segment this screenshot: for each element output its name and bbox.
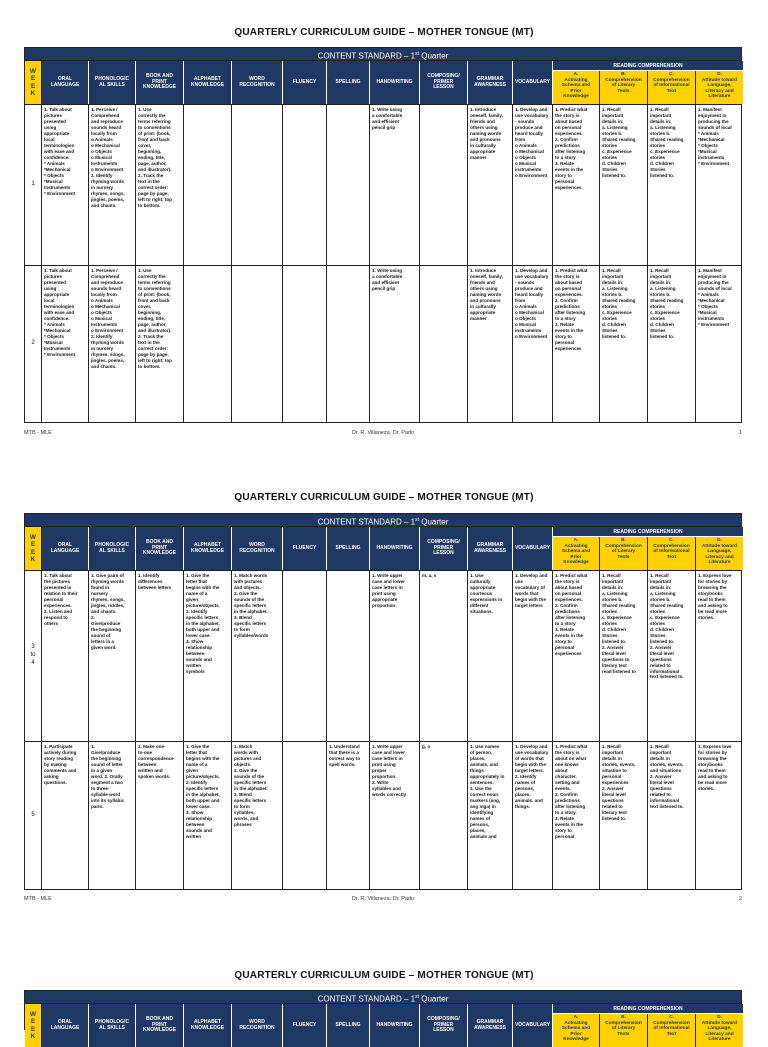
header-phono: PHONOLOGIC AL SKILLS (89, 1004, 136, 1047)
header-phono: PHONOLOGIC AL SKILLS (89, 527, 136, 570)
cell-week: 2 (25, 266, 42, 422)
cell-word (232, 266, 283, 422)
header-reading-comprehension: READING COMPREHENSION (553, 527, 743, 537)
header-rc-b: B. Comprehension of Literary Texts (600, 537, 648, 570)
page-2-title: QUARTERLY CURRICULUM GUIDE – MOTHER TONGUE (MT) (234, 492, 534, 503)
header-book: BOOK AND PRINT KNOWLEDGE (136, 1004, 184, 1047)
cell-phono: 1. Give pairs of rhyming words found in nursery rhymes, songs, jingles, riddles, and chants. 2. Give/produce the beginning sound of letters in a given word. (89, 571, 136, 741)
page-number: 1 (738, 430, 742, 436)
header-rc-b: B. Comprehension of Literary Texts (600, 71, 648, 104)
cell-rc-d: 1. Manifest enjoyment in producing the sounds of local * Animals *Mechanical * Objects *Musical instruments * Environment (698, 107, 732, 166)
footer-left: MTB - MLE (24, 896, 52, 902)
header-week: W E E K (25, 527, 42, 570)
header-word: WORD RECOGNITION (232, 1004, 283, 1047)
header-rc-c: C. Comprehension of Informational Text (648, 71, 696, 104)
cell-book: 1. Identify differences between letters (136, 571, 184, 741)
cell-book: 1. Use correctly the terms referring to conventions of print: (book, front and back cover, beginning, ending, title, page, author, and illustrator). 2. Track the text in the correct order: page by page, left to right; top to bottom. (136, 266, 184, 422)
header-rc-a: A. Activating Schema and Prior Knowledge (553, 537, 600, 570)
cell-spelling (327, 266, 370, 422)
cell-alpha (184, 105, 232, 265)
cell-vocab: 1. Develop and use vocabulary of words that begin with the target letters. 2. Identify names of persons, places, animals, and things. (513, 742, 553, 889)
content-standard-bar (25, 48, 741, 60)
cell-rc-d: 1. Manifest enjoyment in producing the sounds of local * Animals *Mechanical * Objects *Musical instruments * Environment (698, 268, 732, 327)
cell-week: 3 to 4 (25, 571, 42, 741)
cell-oral: 1. Talk about the pictures presented in relation to their personal experiences. 2. Listen and respond to others (42, 571, 89, 741)
cell-vocab: 1. Develop and use vocabulary of words that begin with the target letters (513, 571, 553, 741)
cell-rc-c: 1. Recall important details in: a. Listening stories b. Shared reading stories c. Experience stories d. Children Stories listened to. 2. Answer literal level questions related to informational text listened to. (648, 571, 696, 741)
header-rc-a: A. Activating Schema and Prior Knowledge (553, 1014, 600, 1047)
header-alpha: ALPHABET KNOWLEDGE (184, 527, 232, 570)
content-standard-sup: st (415, 994, 420, 1000)
cell-rc-d: 1. Express love for stories by browsing the storybooks read to them and asking to be read more stories. (698, 744, 732, 791)
header-grammar: GRAMMAR AWARENESS (468, 527, 513, 570)
header-oral: ORAL LANGUAGE (42, 527, 89, 570)
header-grammar: GRAMMAR AWARENESS (468, 61, 513, 104)
cell-spelling (327, 571, 370, 741)
header-row (25, 526, 741, 570)
page-1-title: QUARTERLY CURRICULUM GUIDE – MOTHER TONGUE (MT) (234, 27, 534, 38)
content-standard-text: CONTENT STANDARD – 1 (317, 994, 416, 1004)
header-oral: ORAL LANGUAGE (42, 1004, 89, 1047)
cell-rc-a: 1. Predict what the story is about based on personal experiences. 2. Confirm predictions after listening to a story 3. Relate events in the story to personal experiences (553, 571, 600, 741)
cell-rc-d: 1. Express love for stories by browsing the storybooks read to them and asking to be read more stories. (698, 573, 732, 620)
content-standard-sup: st (415, 517, 420, 523)
cell-rc-a: 1. Predict what the story is about on what one knows about character, setting and events. 2. Confirm predictions after listening to a story. 3. Relate events in the story to personal (553, 742, 600, 889)
content-standard-tail: Quarter (419, 994, 449, 1004)
header-row (25, 1003, 741, 1047)
cell-oral: 1. Talk about pictures presented using appropriate local terminologies with ease and confidence. * Animals *Mechanical * Objects *Musical Instruments * Environment (42, 105, 89, 265)
cell-fluency (283, 105, 327, 265)
cell-rc-c: 1. Recall important details in: a. Listening stories b. Shared reading stories c. Experience stories d. Children Stories listened to. (648, 105, 696, 265)
header-composing: COMPOSING/ PRIMER LESSON (420, 1004, 468, 1047)
cell-rc-a: 1. Predict what the story is about based on personal experiences. 2. Confirm predictions after listening to a story 3. Relate events in the story to personal experiences (553, 105, 600, 265)
cell-week: 5 (25, 742, 42, 889)
cell-spelling: 1. Understand that there is a correct way to spell words. (327, 742, 370, 889)
cell-oral: 1. Talk about pictures presented using appropriate local terminologies with ease and confidence. * Animals *Mechanical * Objects *Musical Instruments * Environment (42, 266, 89, 422)
header-book: BOOK AND PRINT KNOWLEDGE (136, 61, 184, 104)
cell-grammar: 1. Use culturally appropriate courteous expressions in different situations. (468, 571, 513, 741)
cell-composing: m, a, s (420, 571, 468, 741)
header-word: WORD RECOGNITION (232, 527, 283, 570)
header-phono: PHONOLOGIC AL SKILLS (89, 61, 136, 104)
cell-rc-c: 1. Recall important details in: a. Listening stories b. Shared reading stories c. Experience stories d. Children Stories listened to. (648, 266, 696, 422)
header-oral: ORAL LANGUAGE (42, 61, 89, 104)
cell-book: 1. Use correctly the terms referring to conventions of print: (book, front and back cover, beginning, ending, title, page, author, and illustrator). 2. Track the text in the correct order: page by page, left to right; top to bottom. (136, 105, 184, 265)
cell-week: 1 (25, 105, 42, 265)
cell-oral: 1. Participate actively during story reading by making comments and asking questions. (42, 742, 89, 889)
cell-handwriting: 1. Write upper case and lower case letters in print using appropriate proportion. (370, 571, 420, 741)
header-rc-b: B. Comprehension of Literary Texts (600, 1014, 648, 1047)
header-rc-a: A. Activating Schema and Prior Knowledge (553, 71, 600, 104)
cell-composing (420, 266, 468, 422)
header-spelling: SPELLING (327, 61, 370, 104)
header-week: W E E K (25, 1004, 42, 1047)
content-standard-text: CONTENT STANDARD – 1 (317, 517, 416, 527)
footer-authors: Dr. R. Villaneza, Dr. Pado (351, 896, 415, 902)
cell-handwriting: 1. Write using a comfortable and efficient pencil grip (370, 105, 420, 265)
header-rc-c: C. Comprehension of Informational Text (648, 1014, 696, 1047)
header-word: WORD RECOGNITION (232, 61, 283, 104)
cell-composing: g, o (420, 742, 468, 889)
header-week: W E E K (25, 61, 42, 104)
cell-word: 1. Match words with pictures and objects. 2. Give the sounds of the specific letters in the alphabet. 3. Blend specific letters to form syllables/words (232, 571, 283, 741)
page-3-title: QUARTERLY CURRICULUM GUIDE – MOTHER TONGUE (MT) (234, 970, 534, 981)
cell-fluency (283, 742, 327, 889)
page-2-table (24, 513, 742, 890)
cell-alpha: 1. Give the letter that begins with the name of a given picture/objects. 2. Identify specific letters in the alphabet, both upper and lower case. 3. Show relationship between sounds and written symbols (184, 571, 232, 741)
cell-alpha (184, 266, 232, 422)
header-spelling: SPELLING (327, 527, 370, 570)
header-grammar: GRAMMAR AWARENESS (468, 1004, 513, 1047)
cell-spelling (327, 105, 370, 265)
cell-rc-b: 1. Recall important details in: a. Listening stories b. Shared reading stories c. Experience stories d. Children Stories listened to. (600, 266, 648, 422)
header-reading-comprehension: READING COMPREHENSION (553, 1004, 743, 1014)
table-row (25, 570, 741, 741)
content-standard-sup: st (415, 51, 420, 57)
cell-grammar: 1. Introduce oneself, family, friends and others using naming words and pronouns in culturally appropriate manner (468, 105, 513, 265)
header-book: BOOK AND PRINT KNOWLEDGE (136, 527, 184, 570)
content-standard-text: CONTENT STANDARD – 1 (317, 51, 416, 61)
header-composing: COMPOSING/ PRIMER LESSON (420, 61, 468, 104)
header-fluency: FLUENCY (283, 527, 327, 570)
cell-phono: 1. Perceive / Comprehend and reproduce sounds heard locally from o Animals o Mechanical o Objects o Musical Instruments o Environment 2. Identify rhyming words in nursery rhymes, songs, jingles, poems, and chants. (89, 266, 136, 422)
cell-handwriting: 1. Write using a comfortable and efficient pencil grip (370, 266, 420, 422)
cell-phono: 1. Give/produce the beginning sound of letter in a given word. 2. Orally segment a two to three- syllable word into its syllabic parts. (89, 742, 136, 889)
cell-grammar: 1. Use names of person, places, animals, and things appropriately in sentences. 2. Use the correct noun markers (ang, ang mga) in identifying names of persons, places, animals and (468, 742, 513, 889)
cell-rc-b: 1. Recall important details in: a. Listening stories b. Shared reading stories c. Experience stories d. Children Stories listened to. 2. Answer literal level questions to literary text read listened to (600, 571, 648, 741)
header-vocab: VOCABULARY (513, 61, 553, 104)
header-rc-c: C. Comprehension of Informational Text (648, 537, 696, 570)
table-row (25, 741, 741, 889)
cell-fluency (283, 571, 327, 741)
header-alpha: ALPHABET KNOWLEDGE (184, 1004, 232, 1047)
cell-word: 1. Match words with pictures and objects. 2. Give the sounds of the specific letters in the alphabet. 3. Blend specific letters to form syllables, words, and phrases (232, 742, 283, 889)
header-alpha: ALPHABET KNOWLEDGE (184, 61, 232, 104)
cell-vocab: 1. Develop and use vocabulary - sounds produce and heard locally from o Animals o Mechanical o Objects o Musical instruments o Environment (513, 105, 553, 265)
cell-book: 1. Make one- to-one correspondence between written and spoken words. (136, 742, 184, 889)
header-vocab: VOCABULARY (513, 1004, 553, 1047)
header-composing: COMPOSING/ PRIMER LESSON (420, 527, 468, 570)
header-row (25, 60, 741, 104)
cell-composing (420, 105, 468, 265)
header-fluency: FLUENCY (283, 61, 327, 104)
page-3-table (24, 990, 742, 1043)
header-spelling: SPELLING (327, 1004, 370, 1047)
cell-word (232, 105, 283, 265)
footer-authors: Dr. R. Villaneza, Dr. Pado (351, 430, 415, 436)
cell-grammar: 1. Introduce oneself, family, friends and others using naming words and pronouns in culturally appropriate manner (468, 266, 513, 422)
cell-rc-b: 1. Recall important details in stories, events, situation to personal experiences 2. Answer literal level questions related to literary text listened to. (600, 742, 648, 889)
cell-fluency (283, 266, 327, 422)
table-row (25, 104, 741, 265)
header-handwriting: HANDWRITING (370, 61, 420, 104)
cell-handwriting: 1. Write upper case and lower case letters in print using proper proportion. 2. Write syllables and words correctly (370, 742, 420, 889)
cell-alpha: 1. Give the letter that begins with the name of a given picture/objects. 2. Identify specific letters in the alphabet, both upper and lower case. 3. Show relationship between sounds and written (184, 742, 232, 889)
content-standard-bar (25, 514, 741, 526)
footer-left: MTB - MLE (24, 430, 52, 436)
cell-rc-b: 1. Recall important details in: a. Listening stories b. Shared reading stories c. Experience stories d. Children Stories listened to. (600, 105, 648, 265)
page-number: 2 (738, 896, 742, 902)
header-fluency: FLUENCY (283, 1004, 327, 1047)
header-reading-comprehension: READING COMPREHENSION (553, 61, 743, 71)
content-standard-tail: Quarter (419, 517, 449, 527)
cell-rc-c: 1. Recall important details in stories, events, and situations 2. Answer literal level questions related to informational text listened to. (648, 742, 696, 889)
cell-vocab: 1. Develop and use vocabulary - sounds produce and heard locally from o Animals o Mechanical o Objects o Musical instruments o Environment (513, 266, 553, 422)
header-rc-d: D. Attitude toward Language, Literacy and Literature (696, 1014, 743, 1047)
header-handwriting: HANDWRITING (370, 527, 420, 570)
header-handwriting: HANDWRITING (370, 1004, 420, 1047)
cell-phono: 1. Perceive / Comprehend and reproduce sounds heard locally from o Animals o Mechanical o Objects o Musical Instruments o Environment 2. Identify rhyming words in nursery rhymes, songs, jingles, poems, and chants. (89, 105, 136, 265)
page-1-table (24, 47, 742, 423)
header-rc-d: D. Attitude toward Language, Literacy and Literature (696, 537, 743, 570)
cell-rc-a: 1. Predict what the story is about based on personal experiences. 2. Confirm predictions after listening to a story 3. Relate events in the story to personal experiences (553, 266, 600, 422)
header-vocab: VOCABULARY (513, 527, 553, 570)
content-standard-bar (25, 991, 741, 1003)
header-rc-d: D. Attitude toward Language, Literacy and Literature (696, 71, 743, 104)
table-row (25, 265, 741, 422)
content-standard-tail: Quarter (419, 51, 449, 61)
